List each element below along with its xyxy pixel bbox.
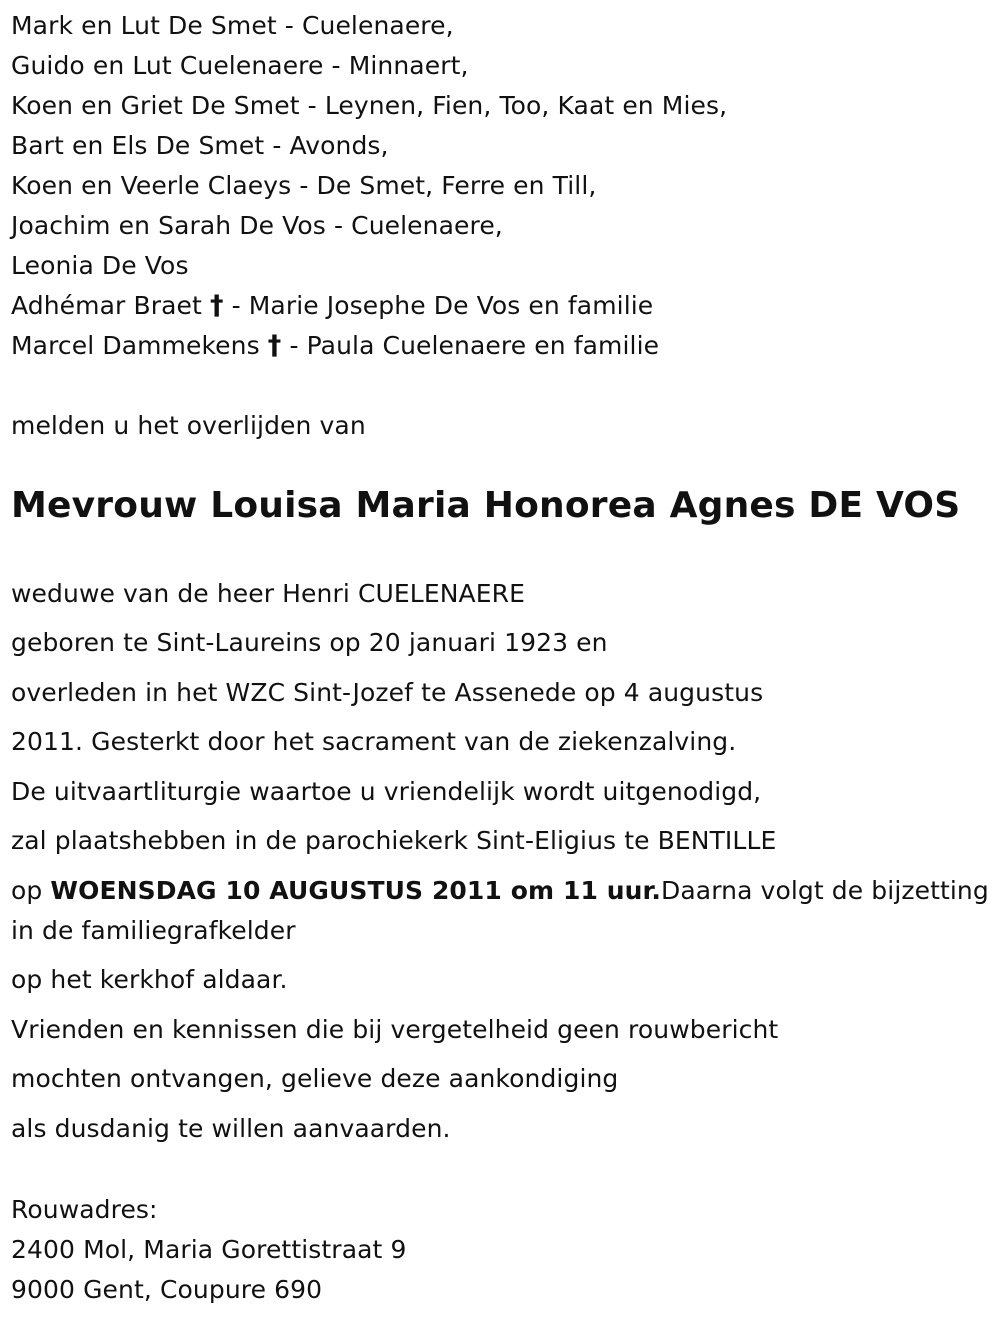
family-line (11, 289, 653, 323)
family-name: Marcel Dammekens (11, 331, 260, 360)
family-line: Koen en Veerle Claeys - De Smet, Ferre en Till, (11, 171, 597, 200)
announcement-text: melden u het overlijden van (11, 411, 366, 440)
detail-line: De uitvaartliturgie waartoe u vriendelijk wordt uitgenodigd, (11, 777, 762, 806)
detail-line: zal plaatshebben in de parochiekerk Sint-Eligius te BENTILLE (11, 826, 777, 855)
cross-icon: † (267, 330, 282, 361)
family-line: Guido en Lut Cuelenaere - Minnaert, (11, 51, 469, 80)
detail-line: geboren te Sint-Laureins op 20 januari 1923 en (11, 628, 608, 657)
family-line: Mark en Lut De Smet - Cuelenaere, (11, 11, 454, 40)
closing-line: als dusdanig te willen aanvaarden. (11, 1114, 451, 1143)
detail-line: 2011. Gesterkt door het sacrament van de ziekenzalving. (11, 727, 737, 756)
service-prefix: op (11, 876, 43, 905)
detail-line: weduwe van de heer Henri CUELENAERE (11, 579, 525, 608)
closing-line: Vrienden en kennissen die bij vergetelheid geen rouwbericht (11, 1015, 779, 1044)
family-line (11, 329, 659, 363)
deceased-name: Mevrouw Louisa Maria Honorea Agnes DE VOS (11, 485, 961, 526)
cross-icon: † (209, 290, 224, 321)
address-label: Rouwadres: (11, 1195, 158, 1224)
address-line: 2400 Mol, Maria Gorettistraat 9 (11, 1235, 407, 1264)
detail-line: overleden in het WZC Sint-Jozef te Assenede op 4 augustus (11, 678, 764, 707)
closing-line: mochten ontvangen, gelieve deze aankondiging (11, 1064, 619, 1093)
family-line: Koen en Griet De Smet - Leynen, Fien, Too, Kaat en Mies, (11, 91, 728, 120)
family-line: Joachim en Sarah De Vos - Cuelenaere, (11, 211, 503, 240)
family-relation: - Paula Cuelenaere en familie (289, 331, 660, 360)
service-continuation: in de familiegrafkelder (11, 916, 296, 945)
closing-line: op het kerkhof aldaar. (11, 965, 288, 994)
service-datetime: WOENSDAG 10 AUGUSTUS 2011 om 11 uur. (50, 876, 662, 905)
service-line (11, 874, 989, 908)
family-relation: - Marie Josephe De Vos en familie (231, 291, 654, 320)
address-line: 9000 Gent, Coupure 690 (11, 1275, 323, 1304)
service-suffix: Daarna volgt de bijzetting (661, 876, 989, 905)
family-line: Leonia De Vos (11, 251, 189, 280)
family-line: Bart en Els De Smet - Avonds, (11, 131, 389, 160)
family-name: Adhémar Braet (11, 291, 202, 320)
